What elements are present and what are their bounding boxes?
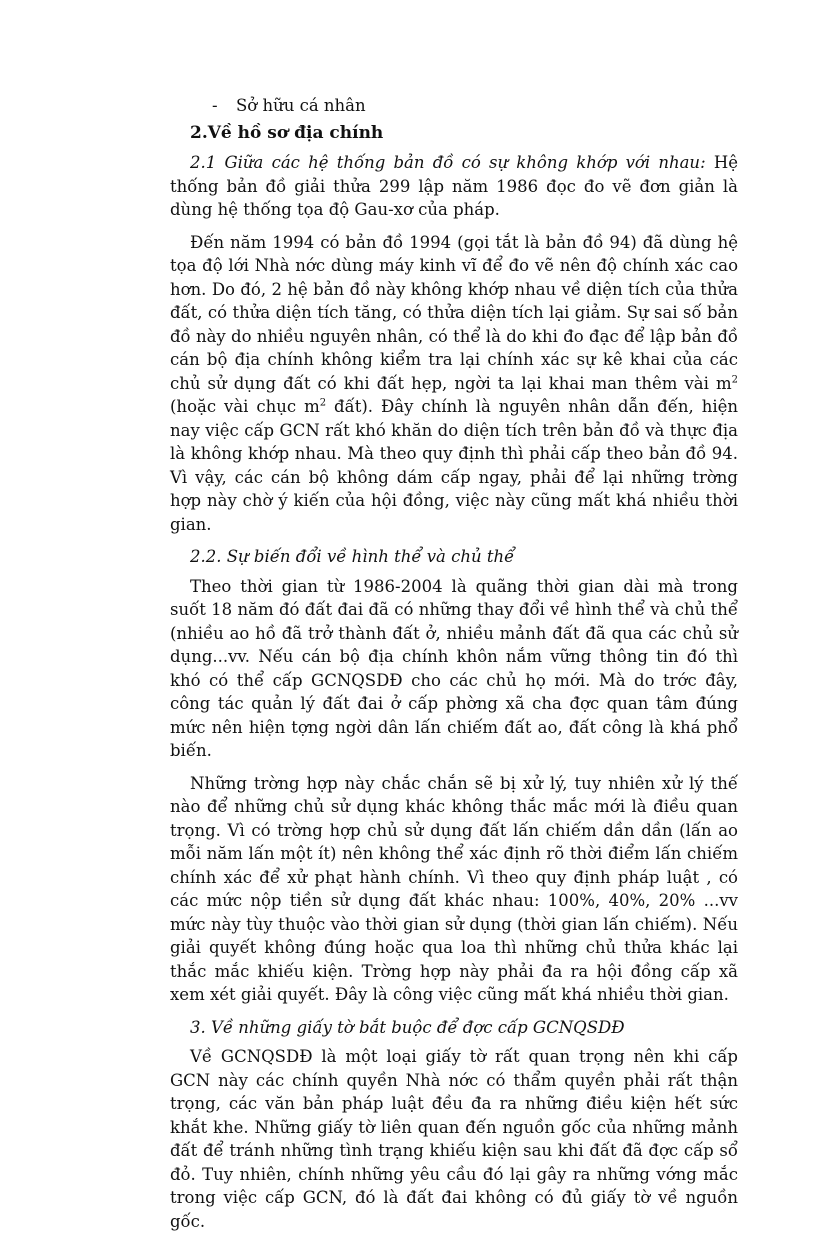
paragraph-cases: Những trờng hợp này chắc chắn sẽ bị xử lý, tuy nhiên xử lý thế nào để những chủ sử dụng khác không thắc mắc mới là điều quan trọng. Vì có trờng hợp chủ sử dụng đất lấn chiếm dần dần (lấn ao mỗi năm lấn một ít) nên không thể xác định rõ thời điểm lấn chiếm chính xác để xử phạt hành chính. Vì theo quy định pháp luật , có các mức nộp tiền sử dụng đất khác nhau: 100%, 40%, 20% ...vv mức này tùy thuộc vào thời gian sử dụng (thời gian lấn chiếm). Nếu giải quyết không đúng hoặc qua loa thì những chủ thửa khác lại thắc mắc khiếu kiện. Trờng hợp này phải đa ra hội đồng cấp xã xem xét giải quyết. Đây là công việc cũng mất khá nhiều thời gian.: [170, 773, 738, 1004]
section-heading: 2.Về hồ sơ địa chính: [190, 122, 384, 143]
bullet-dash: -: [212, 96, 218, 115]
superscript: 2: [319, 397, 327, 409]
paragraph-time-change: Theo thời gian từ 1986-2004 là quãng thời gian dài mà trong suốt 18 năm đó đất đai đã có những thay đổi về hình thể và chủ thể (nhiều ao hồ đã trở thành đất ở, nhiều mảnh đất đã qua các chủ sử dụng...vv. Nếu cán bộ địa chính khôn nắm vững thông tin đó thì khó có thể cấp GCNQSDĐ cho các chủ họ mới. Mà do trớc đây, công tác quản lý đất đai ở cấp phờng xã cha đợc quan tâm đúng mức nên hiện tợng ngời dân lấn chiếm đất ao, đất công là khá phổ biến.: [170, 576, 738, 760]
superscript: 2: [731, 374, 738, 385]
paragraph-map-1994: [170, 231, 738, 537]
paragraph-2-1: [170, 151, 738, 222]
bullet-text: Sở hữu cá nhân: [236, 96, 366, 115]
page-content: [170, 94, 738, 1242]
paragraph-2-1-text: Hệ thống bản đồ giải thửa 299 lập năm 1986 đọc đo vẽ đơn giản là dùng hệ thống tọa độ Gau-xơ của pháp.: [170, 153, 738, 219]
paragraph-map-1994-part-b: (hoặc vài chục m: [170, 397, 320, 416]
subsection-title-2-1: 2.1 Giữa các hệ thống bản đồ có sự không khớp với nhau:: [190, 153, 706, 172]
subsection-title-2-2: 2.2. Sự biến đổi về hình thể và chủ thể: [190, 547, 515, 566]
paragraph-map-1994-part-c: đất). Đây chính là nguyên nhân dẫn đến, hiện nay việc cấp GCN rất khó khăn do diện tích trên bản đồ và thực địa là không khớp nhau. Mà theo quy định thì phải cấp theo bản đồ 94. Vì vậy, các cán bộ không dám cấp ngay, phải để lại những trờng hợp này chờ ý kiến của hội đồng, việc này cũng mất khá nhiều thời gian.: [170, 397, 738, 534]
paragraph-map-1994-part-a: Đến năm 1994 có bản đồ 1994 (gọi tắt là bản đồ 94) đã dùng hệ tọa độ lới Nhà nớc dùng máy kinh vĩ để đo vẽ nên độ chính xác cao hơn. Do đó, 2 hệ bản đồ này không khớp nhau về diện tích của thửa đất, có thửa diện tích tăng, có thửa diện tích lại giảm. Sự sai số bản đồ này do nhiều nguyên nhân, có thể là do khi đo đạc để lập bản đồ cán bộ địa chính không kiểm tra lại chính xác sự kê khai của các chủ sử dụng đất có khi đất hẹp, ngời ta lại khai man thêm vài m: [170, 232, 738, 393]
paragraph-gcnqsdd: Về GCNQSDĐ là một loại giấy tờ rất quan trọng nên khi cấp GCN này các chính quyền Nhà nớc có thẩm quyền phải rất thận trọng, các văn bản pháp luật đều đa ra những điều kiện hết sức khắt khe. Những giấy tờ liên quan đến nguồn gốc của những mảnh đất để tránh những tình trạng khiếu kiện sau khi đất đã đợc cấp sổ đỏ. Tuy nhiên, chính những yêu cầu đó lại gây ra những vớng mắc trong việc cấp GCN, đó là đất đai không có đủ giấy tờ về nguồn gốc.: [170, 1047, 738, 1231]
bullet-item: [212, 94, 738, 118]
subsection-title-3: 3. Về những giấy tờ bắt buộc để đợc cấp GCNQSDĐ: [190, 1017, 625, 1037]
